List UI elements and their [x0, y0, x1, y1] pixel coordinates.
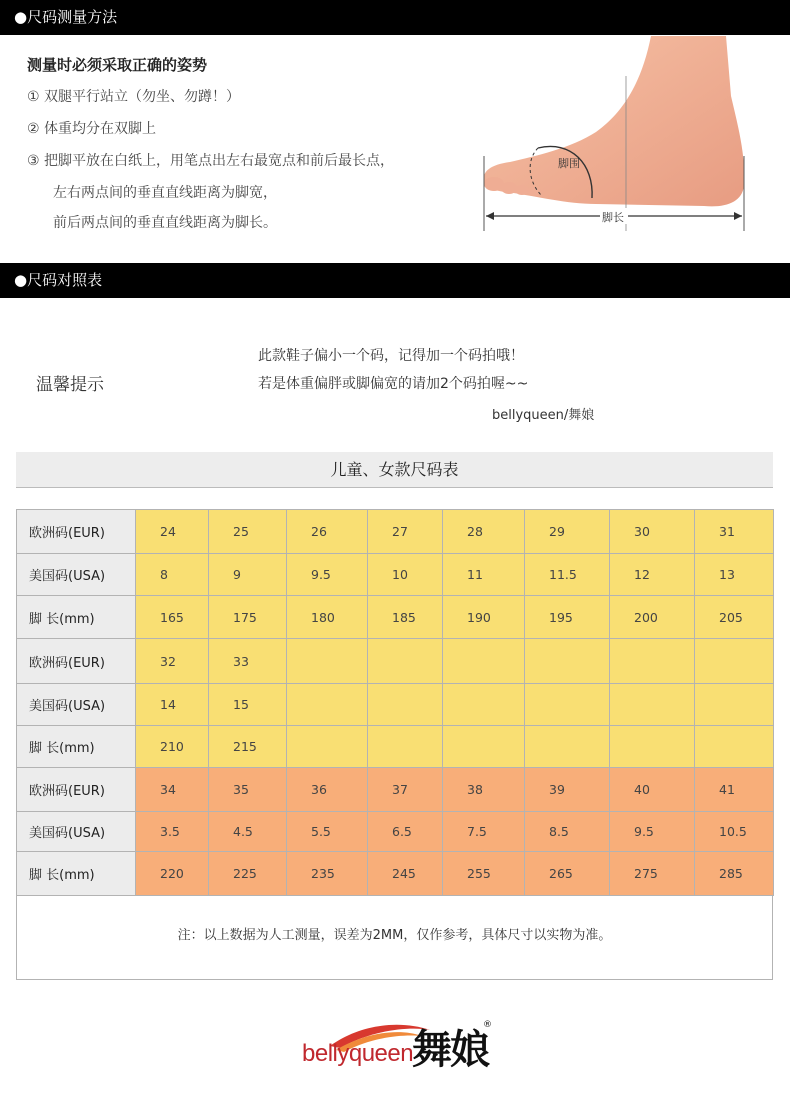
size-cell: 275	[610, 852, 695, 896]
size-cell	[525, 684, 610, 726]
brand-name-en: bellyqueen	[302, 1040, 414, 1067]
size-table-row	[17, 812, 774, 852]
section-bar-size-chart: ●尺码对照表	[0, 263, 790, 298]
size-note: 注：以上数据为人工测量，误差为2MM，仅作参考，具体尺寸以实物为准。	[16, 896, 773, 980]
size-cell: 7.5	[443, 812, 525, 852]
size-cell: 4.5	[209, 812, 287, 852]
size-row-label: 美国码(USA)	[17, 554, 136, 596]
tip-signature: bellyqueen/舞娘	[492, 408, 595, 423]
size-cell: 195	[525, 596, 610, 639]
arrow-head	[734, 212, 742, 220]
size-cell: 3.5	[136, 812, 209, 852]
size-cell: 175	[209, 596, 287, 639]
size-cell: 15	[209, 684, 287, 726]
size-cell	[610, 639, 695, 684]
size-table-row	[17, 596, 774, 639]
size-cell: 39	[525, 768, 610, 812]
size-cell: 9.5	[287, 554, 368, 596]
size-cell: 40	[610, 768, 695, 812]
arrow-head	[486, 212, 494, 220]
size-cell: 41	[695, 768, 774, 812]
size-cell: 200	[610, 596, 695, 639]
size-row-label: 脚 长(mm)	[17, 726, 136, 768]
measure-heading: 测量时必须采取正确的姿势	[27, 56, 208, 74]
size-cell: 165	[136, 596, 209, 639]
size-cell: 265	[525, 852, 610, 896]
size-cell	[368, 726, 443, 768]
size-cell: 5.5	[287, 812, 368, 852]
measure-item: ① 双腿平行站立（勿坐、勿蹲！）	[27, 89, 241, 105]
size-cell: 36	[287, 768, 368, 812]
size-cell: 285	[695, 852, 774, 896]
size-cell: 13	[695, 554, 774, 596]
size-cell	[695, 726, 774, 768]
size-row-label: 脚 长(mm)	[17, 596, 136, 639]
measure-sub: 前后两点间的垂直直线距离为脚长。	[53, 215, 277, 231]
size-cell	[368, 639, 443, 684]
size-cell: 205	[695, 596, 774, 639]
size-cell	[525, 726, 610, 768]
section-bar-measure: ●尺码测量方法	[0, 0, 790, 35]
size-cell: 245	[368, 852, 443, 896]
size-table-row	[17, 510, 774, 554]
size-cell	[610, 684, 695, 726]
size-cell: 11.5	[525, 554, 610, 596]
size-cell: 180	[287, 596, 368, 639]
size-cell: 24	[136, 510, 209, 554]
size-cell: 30	[610, 510, 695, 554]
size-cell: 210	[136, 726, 209, 768]
size-cell: 215	[209, 726, 287, 768]
size-cell: 29	[525, 510, 610, 554]
size-cell	[287, 639, 368, 684]
tip-line: 此款鞋子偏小一个码，记得加一个码拍哦！	[258, 348, 524, 364]
size-cell: 11	[443, 554, 525, 596]
foot-illustration	[476, 36, 766, 241]
size-cell: 34	[136, 768, 209, 812]
size-cell: 32	[136, 639, 209, 684]
tip-line: 若是体重偏胖或脚偏宽的请加2个码拍喔~~	[258, 376, 529, 392]
size-table-row	[17, 554, 774, 596]
size-cell: 33	[209, 639, 287, 684]
size-cell: 14	[136, 684, 209, 726]
toe-shape	[501, 182, 517, 194]
size-table-row	[17, 684, 774, 726]
size-cell	[368, 684, 443, 726]
size-row-label: 美国码(USA)	[17, 812, 136, 852]
size-cell	[443, 684, 525, 726]
size-cell: 9	[209, 554, 287, 596]
brand-reg-mark: ®	[483, 1020, 492, 1030]
size-cell	[443, 639, 525, 684]
size-table	[16, 509, 774, 896]
tip-title: 温馨提示	[36, 375, 104, 395]
measure-sub: 左右两点间的垂直直线距离为脚宽，	[53, 185, 277, 201]
size-cell: 225	[209, 852, 287, 896]
size-table-row	[17, 726, 774, 768]
size-row-label: 脚 长(mm)	[17, 852, 136, 896]
size-cell: 235	[287, 852, 368, 896]
size-cell: 35	[209, 768, 287, 812]
measure-item: ② 体重均分在双脚上	[27, 121, 157, 137]
size-cell: 12	[610, 554, 695, 596]
size-cell: 37	[368, 768, 443, 812]
size-cell	[525, 639, 610, 684]
size-cell	[287, 684, 368, 726]
length-label: 脚长	[602, 211, 624, 224]
toe-shape	[484, 177, 504, 191]
measure-item: ③ 把脚平放在白纸上，用笔点出左右最宽点和前后最长点，	[27, 153, 394, 169]
size-cell	[610, 726, 695, 768]
girth-label: 脚围	[558, 157, 580, 170]
size-cell: 10.5	[695, 812, 774, 852]
size-table-row	[17, 852, 774, 896]
size-cell	[287, 726, 368, 768]
size-cell: 185	[368, 596, 443, 639]
size-cell: 190	[443, 596, 525, 639]
toe-shape	[527, 187, 539, 196]
size-table-row	[17, 768, 774, 812]
size-row-label: 欧洲码(EUR)	[17, 510, 136, 554]
size-row-label: 美国码(USA)	[17, 684, 136, 726]
size-table-title: 儿童、女款尺码表	[16, 452, 773, 488]
size-row-label: 欧洲码(EUR)	[17, 768, 136, 812]
size-cell: 31	[695, 510, 774, 554]
size-cell: 27	[368, 510, 443, 554]
foot-shape	[484, 36, 745, 206]
size-cell: 26	[287, 510, 368, 554]
size-cell: 255	[443, 852, 525, 896]
size-cell: 6.5	[368, 812, 443, 852]
size-row-label: 欧洲码(EUR)	[17, 639, 136, 684]
size-cell: 8.5	[525, 812, 610, 852]
size-cell: 8	[136, 554, 209, 596]
size-cell: 25	[209, 510, 287, 554]
size-cell: 220	[136, 852, 209, 896]
size-cell: 10	[368, 554, 443, 596]
size-cell: 28	[443, 510, 525, 554]
size-cell	[695, 684, 774, 726]
toe-shape	[515, 185, 529, 195]
brand-name-cn: 舞娘	[412, 1026, 488, 1073]
size-cell: 9.5	[610, 812, 695, 852]
size-cell	[695, 639, 774, 684]
size-table-row	[17, 639, 774, 684]
size-cell: 38	[443, 768, 525, 812]
size-cell	[443, 726, 525, 768]
